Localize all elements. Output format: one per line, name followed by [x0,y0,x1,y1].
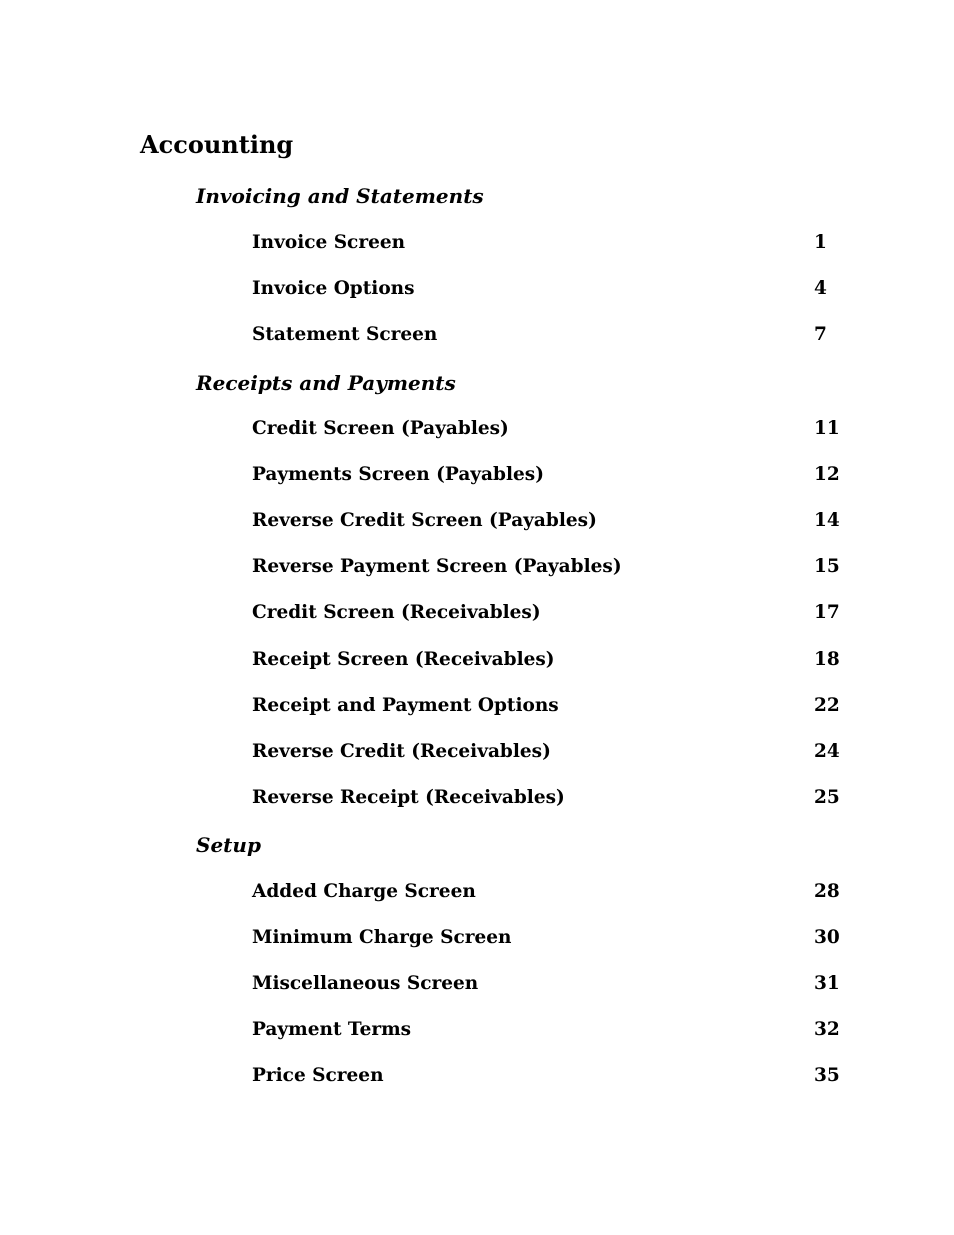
toc-entry-reverse-credit-receivables[interactable] [252,739,842,765]
toc-entry-page-number: 14 [814,510,840,531]
toc-entry-receipt-and-payment-options[interactable] [252,693,842,719]
toc-entry-price-screen[interactable] [252,1063,842,1089]
toc-entry-credit-screen-payables[interactable] [252,416,842,442]
toc-entry-label: Statement Screen [252,324,438,345]
toc-entry-reverse-credit-screen-payables[interactable] [252,508,842,534]
toc-entry-label: Reverse Receipt (Receivables) [252,787,565,808]
toc-entry-label: Invoice Screen [252,232,406,253]
toc-entry-page-number: 17 [814,602,840,623]
toc-entry-page-number: 1 [814,232,827,253]
toc-entry-page-number: 24 [814,741,840,762]
toc-entry-page-number: 25 [814,787,840,808]
toc-entry-label: Miscellaneous Screen [252,973,479,994]
toc-entry-label: Credit Screen (Payables) [252,418,509,439]
section-heading-invoicing-and-statements: Invoicing and Statements [196,184,484,208]
toc-entry-page-number: 31 [814,973,840,994]
toc-entry-page-number: 28 [814,881,840,902]
toc-entry-page-number: 35 [814,1065,840,1086]
toc-entry-page-number: 11 [814,418,840,439]
toc-entry-label: Credit Screen (Receivables) [252,602,541,623]
section-heading-receipts-and-payments: Receipts and Payments [196,371,456,395]
toc-entry-minimum-charge-screen[interactable] [252,925,842,951]
toc-entry-page-number: 15 [814,556,840,577]
toc-entry-label: Reverse Credit Screen (Payables) [252,510,597,531]
toc-entry-page-number: 12 [814,464,840,485]
toc-entry-receipt-screen-receivables[interactable] [252,647,842,673]
toc-entry-page-number: 18 [814,649,840,670]
toc-entry-statement-screen[interactable] [252,322,842,348]
toc-entry-payments-screen-payables[interactable] [252,462,842,488]
toc-entry-page-number: 32 [814,1019,840,1040]
toc-entry-page-number: 22 [814,695,840,716]
toc-entry-label: Receipt Screen (Receivables) [252,649,555,670]
toc-entry-label: Payment Terms [252,1019,412,1040]
toc-entry-page-number: 30 [814,927,840,948]
toc-entry-credit-screen-receivables[interactable] [252,600,842,626]
toc-title: Accounting [140,130,294,159]
toc-entry-invoice-options[interactable] [252,276,842,302]
toc-entry-label: Payments Screen (Payables) [252,464,544,485]
toc-entry-page-number: 7 [814,324,827,345]
toc-entry-reverse-receipt-receivables[interactable] [252,785,842,811]
section-heading-setup: Setup [196,833,261,857]
toc-entry-label: Added Charge Screen [252,881,476,902]
toc-entry-label: Receipt and Payment Options [252,695,559,716]
toc-entry-label: Price Screen [252,1065,384,1086]
toc-entry-miscellaneous-screen[interactable] [252,971,842,997]
toc-entry-added-charge-screen[interactable] [252,879,842,905]
toc-entry-invoice-screen[interactable] [252,230,842,256]
toc-entry-label: Minimum Charge Screen [252,927,512,948]
toc-entry-page-number: 4 [814,278,827,299]
toc-entry-reverse-payment-screen-payables[interactable] [252,554,842,580]
toc-entry-label: Reverse Payment Screen (Payables) [252,556,622,577]
toc-entry-label: Invoice Options [252,278,415,299]
toc-entry-payment-terms[interactable] [252,1017,842,1043]
toc-entry-label: Reverse Credit (Receivables) [252,741,551,762]
